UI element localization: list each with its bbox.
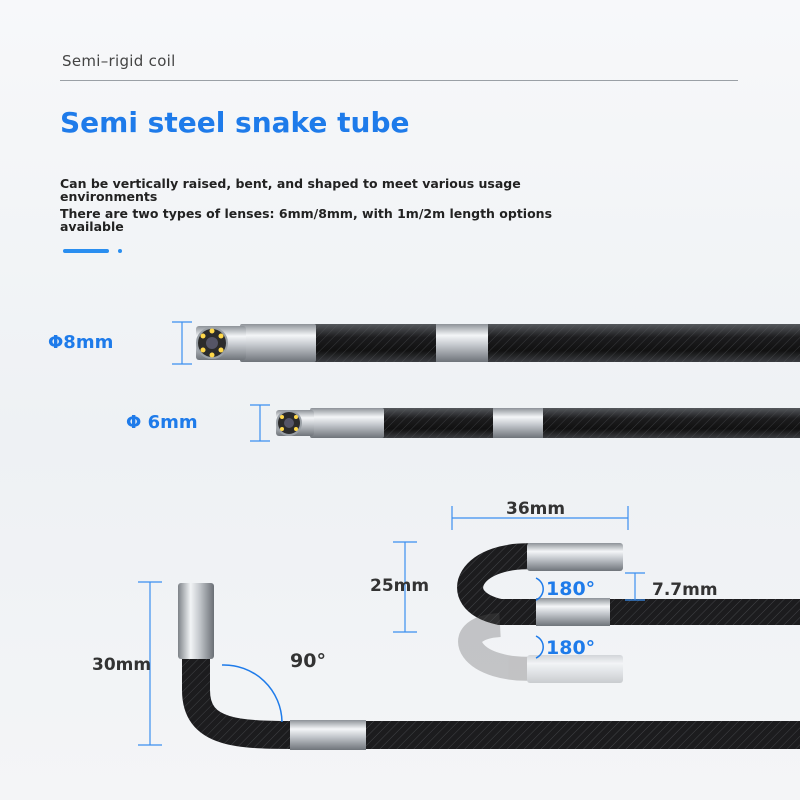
label-8mm: Φ8mm <box>48 332 114 353</box>
label-90deg: 90° <box>290 650 326 672</box>
section-label: Semi–rigid coil <box>62 52 176 70</box>
headline: Semi steel snake tube <box>60 106 410 139</box>
l-bend-sleeve <box>290 720 366 750</box>
label-180-top: 180° <box>546 578 596 600</box>
description-line-1: Can be vertically raised, bent, and shaped to meet various usage environments <box>60 176 521 204</box>
label-25mm: 25mm <box>370 576 430 596</box>
cable-8mm <box>196 324 800 362</box>
cable-8mm-sleeve <box>240 324 316 362</box>
dim-6mm-marker <box>250 405 270 441</box>
l-bend-tip <box>178 583 214 659</box>
label-36mm: 36mm <box>506 499 566 519</box>
label-180-bottom: 180° <box>546 637 596 659</box>
cable-8mm-ring <box>436 324 488 362</box>
label-30mm: 30mm <box>92 655 152 675</box>
description-line-2: There are two types of lenses: 6mm/8mm, with 1m/2m length options available <box>60 206 553 234</box>
label-7-7mm: 7.7mm <box>652 580 718 600</box>
cable-6mm-sleeve <box>310 408 384 438</box>
label-6mm: Φ 6mm <box>126 412 198 433</box>
u-bend-bottom-sleeve <box>536 598 610 626</box>
cable-6mm <box>276 408 800 438</box>
cable-6mm-ring <box>493 408 543 438</box>
cable-u-bend <box>470 543 800 683</box>
u-bend-top-sleeve <box>527 543 623 571</box>
dim-8mm-marker <box>172 322 192 364</box>
